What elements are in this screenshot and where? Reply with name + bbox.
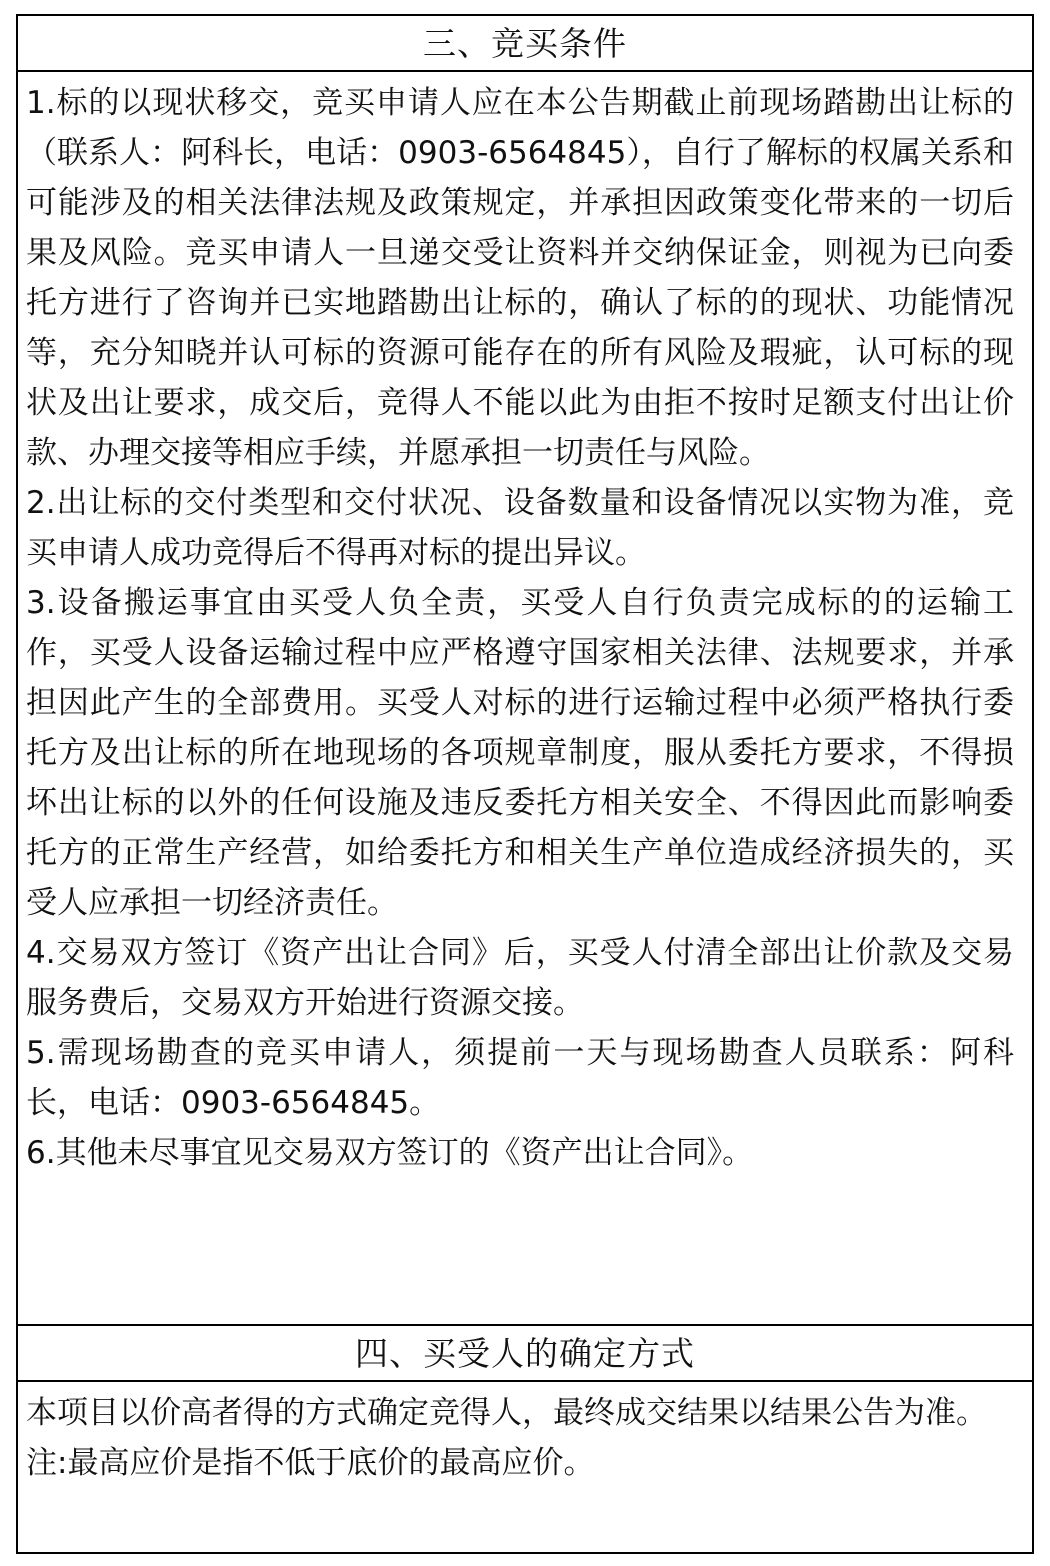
section-4-title: 四、买受人的确定方式 [355,1334,695,1373]
divider [18,1324,1032,1326]
note-text: 注:最高应价是指不低于底价的最高应价。 [26,1445,595,1481]
notice-table [16,14,1034,1554]
divider [18,1380,1032,1382]
section-3-body [18,78,1032,1178]
divider [18,70,1032,72]
section-3-title: 三、竞买条件 [423,24,627,63]
condition-item-4: 4.交易双方签订《资产出让合同》后，买受人付清全部出让价款及交易服务费后，交易双方开始进行资源交接。 [26,935,1014,1021]
condition-item-1: 1.标的以现状移交，竞买申请人应在本公告期截止前现场踏勘出让标的（联系人：阿科长，电话：0903-6564845），自行了解标的权属关系和可能涉及的相关法律法规及政策规定，并承担因政策变化带来的一切后果及风险。竞买申请人一旦递交受让资料并交纳保证金，则视为已向委托方进行了咨询并已实地踏勘出让标的，确认了标的的现状、功能情况等，充分知晓并认可标的资源可能存在的所有风险及瑕疵，认可标的现状及出让要求，成交后，竞得人不能以此为由拒不按时足额支付出让价款、办理交接等相应手续，并愿承担一切责任与风险。 [26,85,1014,471]
condition-item-3: 3.设备搬运事宜由买受人负全责，买受人自行负责完成标的的运输工作，买受人设备运输过程中应严格遵守国家相关法律、法规要求，并承担因此产生的全部费用。买受人对标的进行运输过程中必须严格执行委托方及出让标的所在地现场的各项规章制度，服从委托方要求，不得损坏出让标的以外的任何设施及违反委托方相关安全、不得因此而影响委托方的正常生产经营，如给委托方和相关生产单位造成经济损失的，买受人应承担一切经济责任。 [26,585,1014,921]
condition-item-2: 2.出让标的交付类型和交付状况、设备数量和设备情况以实物为准，竞买申请人成功竞得后不得再对标的提出异议。 [26,485,1014,571]
condition-item-5: 5.需现场勘查的竞买申请人，须提前一天与现场勘查人员联系：阿科长，电话：0903-6564845。 [26,1035,1014,1121]
section-4-body [18,1388,1032,1488]
determination-method-text: 本项目以价高者得的方式确定竞得人，最终成交结果以结果公告为准。 [26,1395,987,1431]
condition-item-6: 6.其他未尽事宜见交易双方签订的《资产出让合同》。 [26,1135,754,1171]
